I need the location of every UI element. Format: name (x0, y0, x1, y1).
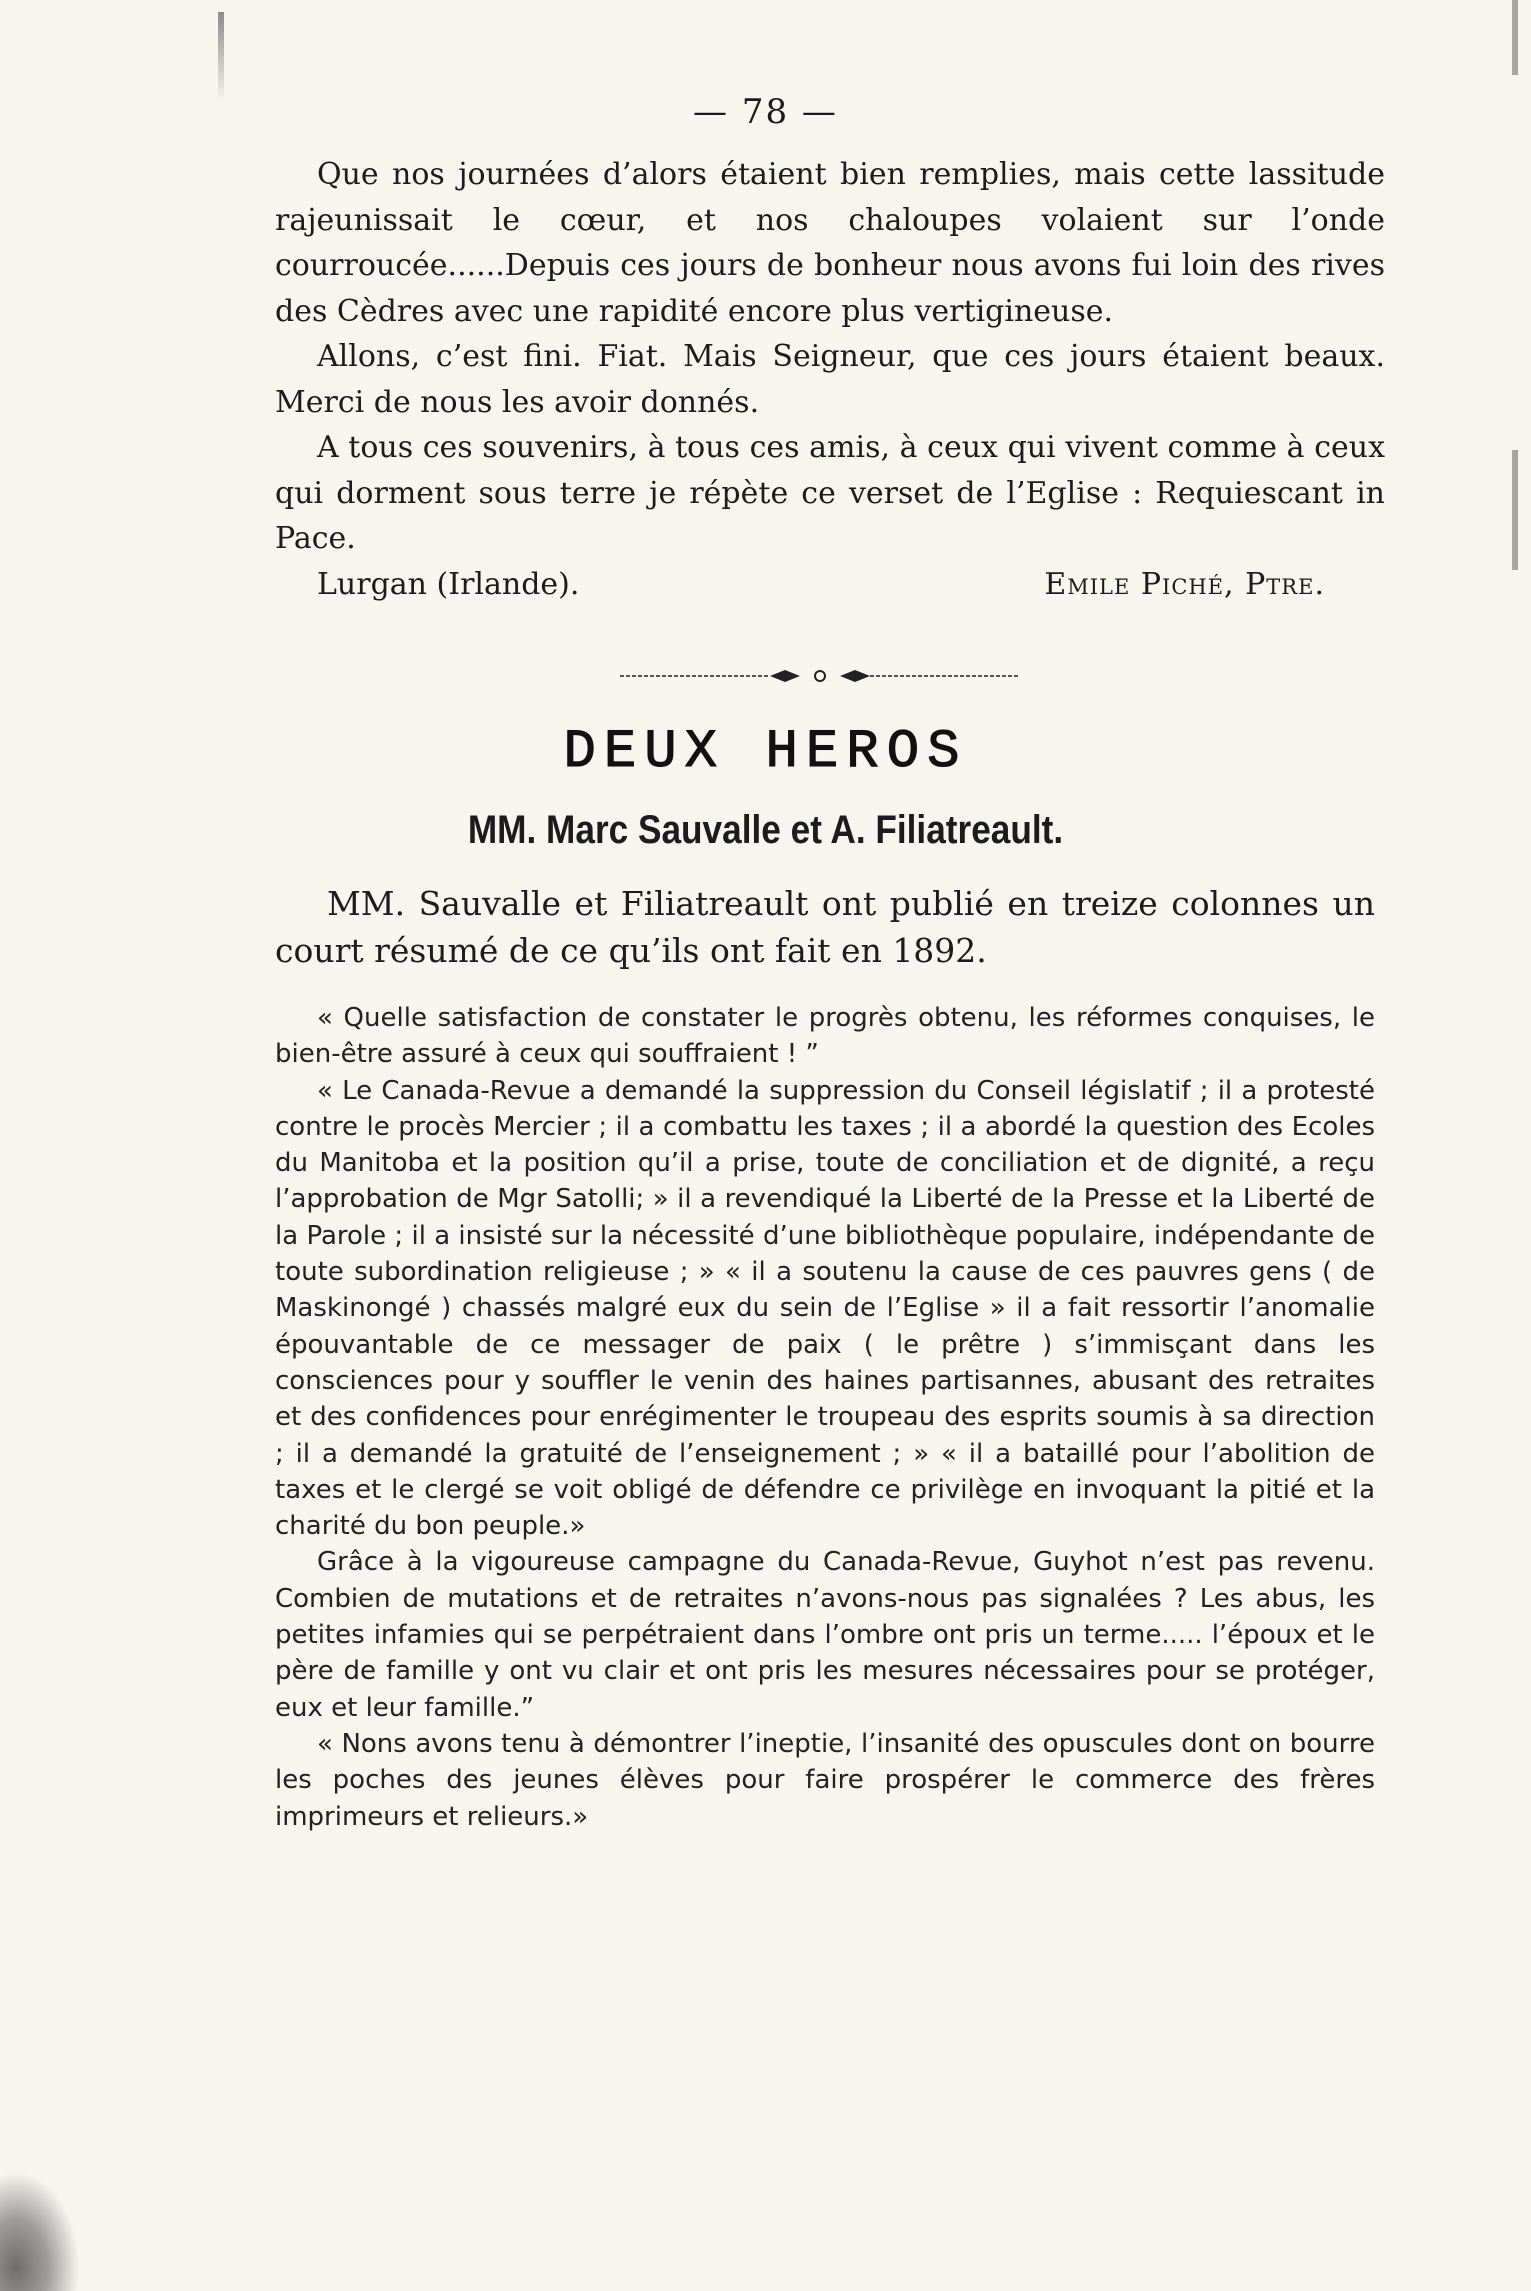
article-subtitle: MM. Marc Sauvalle et A. Filiatreault. (467, 808, 1064, 852)
article-paragraph: « Le Canada-Revue a demandé la suppression du Conseil législatif ; il a protesté contre le procès Mercier ; il a combattu les taxes ; il a abordé la question des Ecoles du Manitoba et la position qu’il a prise, toute de conciliation et de dignité, a reçu l’approbation de Mgr Satolli; » il a revendiqué la Liberté de la Presse et la Liberté de la Parole ; il a insisté sur la nécessité d’une bibliothèque populaire, indépendante de toute subordination religieuse ; » « il a soutenu la cause de ces pauvres gens ( de Maskinongé ) chassés malgré eux du sein de l’Eglise » il a fait ressortir l’anomalie épouvantable de ce messager de paix ( le prêtre ) s’immisçant dans les consciences pour y souffler le venin des haines partisannes, abusant des retraites et des confidences pour enrégimenter le troupeau des esprits soumis à sa direction ; il a demandé la gratuité de l’enseignement ; » « il a bataillé pour l’abolition de taxes et le clergé se voit obligé de défendre ce privilège en invoquant la pitié et la charité du bon peuple.» (275, 1075, 1375, 1542)
letter-section (275, 152, 1385, 608)
letter-paragraph: Que nos journées d’alors étaient bien remplies, mais cette lassitude rajeunissait le cœur, et nos chaloupes volaient sur l’onde courroucée......Depuis ces jours de bonheur nous avons fui loin des rives des Cèdres avec une rapidité encore plus vertigineuse. (275, 157, 1385, 329)
divider-ornament (620, 664, 1020, 688)
signature-name: Emile Piché, Ptre. (1044, 566, 1325, 602)
intro-paragraph: MM. Sauvalle et Filiatreault ont publié en treize colonnes un court résumé de ce qu’ils ont fait en 1892. (275, 884, 1375, 970)
article-title: DEUX HEROS (563, 722, 968, 783)
signature-place: Lurgan (Irlande). (317, 566, 580, 602)
article-body (275, 1000, 1375, 1835)
article-paragraph: « Nons avons tenu à démontrer l’ineptie, l’insanité des opuscules dont on bourre les poches des jeunes élèves pour faire prospérer le commerce des frères imprimeurs et relieurs.» (275, 1728, 1375, 1832)
article-intro (275, 880, 1375, 974)
scan-stain (0, 2171, 80, 2291)
page-number: — 78 — (693, 92, 838, 132)
article-paragraph: « Quelle satisfaction de constater le progrès obtenu, les réformes conquises, le bien-être assuré à ceux qui souffraient ! ” (275, 1003, 1375, 1070)
letter-paragraph: A tous ces souvenirs, à tous ces amis, à ceux qui vivent comme à ceux qui dorment sous terre je répète ce verset de l’Eglise : Requiescant in Pace. (275, 430, 1385, 556)
signature-line (275, 562, 1385, 608)
scan-artifact (218, 12, 224, 102)
article-paragraph: Grâce à la vigoureuse campagne du Canada-Revue, Guyhot n’est pas revenu. Combien de mutations et de retraites n’avons-nous pas signalées ? Les abus, les petites infamies qui se perpétraient dans l’ombre ont pris un terme..... l’époux et le père de famille y ont vu clair et ont pris les mesures nécessaires pour se protéger, eux et leur famille.” (275, 1547, 1375, 1723)
letter-paragraph: Allons, c’est fini. Fiat. Mais Seigneur, que ces jours étaient beaux. Merci de nous les avoir donnés. (275, 339, 1385, 420)
